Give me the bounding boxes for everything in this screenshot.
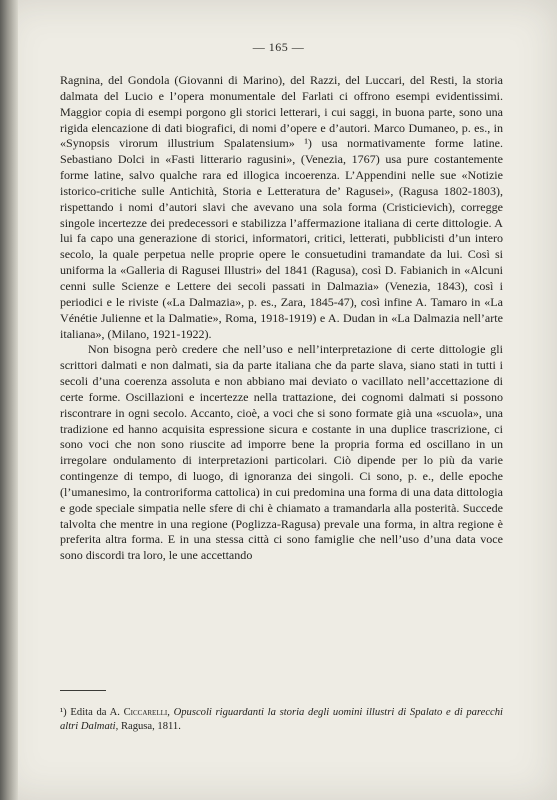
footnote-suffix: Ragusa, 1811.: [120, 720, 181, 732]
paragraph-1: Ragnina, del Gondola (Giovanni di Marino), del Razzi, del Luccari, del Resti, la storia dalmata del Lucio e l’opera monumentale del Farlati ci offrono esempi evidentissimi. Maggior copia di esempi porgono gli storici letterari, i cui saggi, in buona parte, sono una rigida elencazione di dati biografici, di nomi d’opere e d’autori. Marco Dumaneo, p. es., in «Synopsis virorum illustrium Spalatensium» ¹) usa normativamente forme latine. Sebastiano Dolci in «Fasti litterario ragusini», (Venezia, 1767) usa pure costantemente forme latine, salvo qualche rara ed illogica incoerenza. L’Appendini nelle sue «Notizie istorico-critiche sulle Antichità, Storia e Letteratura de’ Ragusei», (Ragusa 1802-1803), rispettando i nomi d’autori slavi che avevano una sola forma (Cristicievich), corregge singole incertezze dei predecessori e stabilizza l’affermazione italiana di certe dittologie. A lui fa capo una generazione di storici, informatori, critici, letterati, pubblicisti d’un intero secolo, la quale perpetua nelle proprie opere le consuetudini tramandate da lui. Così si uniforma la «Galleria di Ragusei Illustri» del 1841 (Ragusa), così D. Fabianich in «Alcuni cenni sulle Scienze e Lettere dei secoli passati in Dalmazia» (Venezia, 1843), così i periodici e le riviste («La Dalmazia», p. es., Zara, 1845-47), così infine A. Tamaro in «La Vénétie Julienne et la Dalmatie», Roma, 1918-1919) e A. Dudan in «La Dalmazia nell’arte italiana», (Milano, 1921-1922).: [60, 73, 503, 341]
footnote-marker: ¹): [60, 707, 67, 718]
paragraph-2: Non bisogna però credere che nell’uso e nell’interpretazione di certe dittologie gli scrittori dalmati e non dalmati, sia da parte italiana che da parte slava, siano stati in tutti i secoli d’una coerenza assoluta e non abbiano mai deviato o vacillato nell’accettazione di certe forme. Oscillazioni e incertezze nella trattazione, dei cognomi dalmati si possono riscontrare in ogni secolo. Accanto, cioè, a voci che si sono formate già una «scuola», una tradizione ed hanno acquisita espressione sicura e costante in una duplice trascrizione, ci sono voci che non sono riuscite ad imporre bene la propria forma ed oscillano in un irregolare ondulamento di interpretazioni particolari. Ciò dipende per lo più da varie contingenze di tempo, di luogo, di ignoranza dei singoli. Ci sono, p. e., delle epoche (l’umanesimo, la controriforma cattolica) in cui predomina una forma di una data dittologia e gode speciale simpatia nelle sfere di chi è chiamato a tramandarla alla posterità. Succede talvolta che mentre in una regione (Poglizza-Ragusa) prevale una forma, in altra regione è preferita altra forma. E in una stessa città ci sono famiglie che nell’uso d’una data voce sono discordi tra loro, le une accettando: [60, 342, 503, 563]
footnote-title: Opuscoli riguardanti la storia degli uomini illustri di Spalato e di parecchi altri Dalmati,: [60, 707, 503, 732]
book-spine-shadow: [0, 0, 18, 800]
footnote-author: Ciccarelli,: [123, 707, 170, 718]
footnote-prefix: Edita da A.: [70, 707, 120, 718]
footnote-separator: [60, 690, 106, 691]
page-number: — 165 —: [252, 40, 305, 54]
footnote: [60, 706, 503, 733]
main-text: [60, 73, 503, 564]
